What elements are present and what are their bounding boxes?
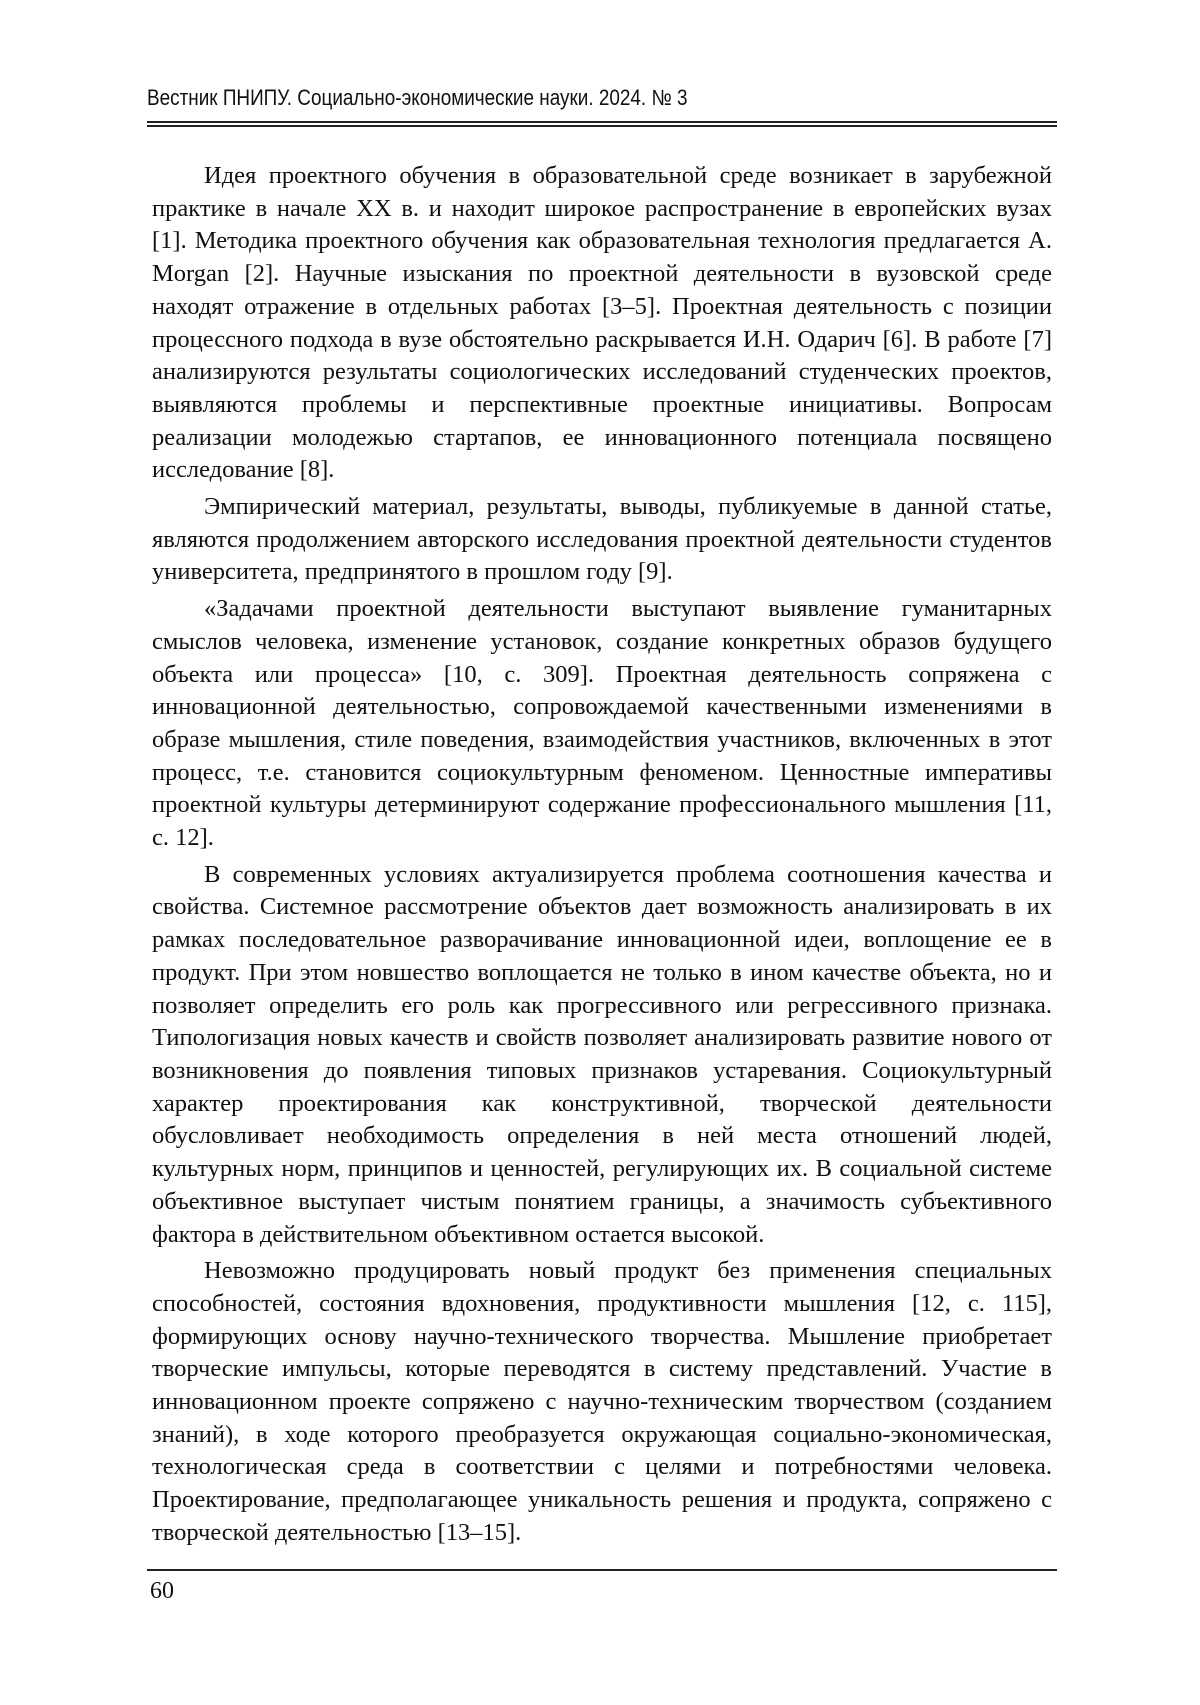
header-rule-top	[147, 121, 1057, 123]
paragraph-3: «Задачами проектной деятельности выступают выявление гуманитарных смыслов человека, изменение установок, создание конкретных образов будущего объекта или процесса» [10, с. 309]. Проектная деятельность сопряжена с инновационной деятельностью, сопровождаемой качественными изменениями в образе мышления, стиле поведения, взаимодействия участников, включенных в этот процесс, т.е. становится социокультурным феноменом. Ценностные императивы проектной культуры детерминируют содержание профессионального мышления [11, с. 12].	[152, 593, 1052, 855]
header-rule-bottom	[147, 125, 1057, 127]
paragraph-1: Идея проектного обучения в образовательной среде возникает в зарубежной практике в начале XX в. и находит широкое распространение в европейских вузах [1]. Методика проектного обучения как образовательная технология предлагается A. Morgan [2]. Научные изыскания по проектной деятельности в вузовской среде находят отражение в отдельных работах [3–5]. Проектная деятельность с позиции процессного подхода в вузе обстоятельно раскрывается И.Н. Одарич [6]. В работе [7] анализируются результаты социологических исследований студенческих проектов, выявляются проблемы и перспективные проектные инициативы. Вопросам реализации молодежью стартапов, ее инновационного потенциала посвящено исследование [8].	[152, 160, 1052, 487]
paragraph-5: Невозможно продуцировать новый продукт без применения специальных способностей, состояния вдохновения, продуктивности мышления [12, с. 115], формирующих основу научно-технического творчества. Мышление приобретает творческие импульсы, которые переводятся в систему представлений. Участие в инновационном проекте сопряжено с научно-техническим творчеством (созданием знаний), в ходе которого преобразуется окружающая социально-экономическая, технологическая среда в соответствии с целями и потребностями человека. Проектирование, предполагающее уникальность решения и продукта, сопряжено с творческой деятельностью [13–15].	[152, 1255, 1052, 1549]
running-header: Вестник ПНИПУ. Социально-экономические науки. 2024. № 3	[147, 85, 930, 111]
page-number: 60	[150, 1578, 174, 1605]
paragraph-2: Эмпирический материал, результаты, выводы, публикуемые в данной статье, являются продолжением авторского исследования проектной деятельности студентов университета, предпринятого в прошлом году [9].	[152, 491, 1052, 589]
article-body	[152, 160, 1052, 1554]
paragraph-4: В современных условиях актуализируется проблема соотношения качества и свойства. Системное рассмотрение объектов дает возможность анализировать в их рамках последовательное разворачивание инновационной идеи, воплощение ее в продукт. При этом новшество воплощается не только в ином качестве объекта, но и позволяет определить его роль как прогрессивного или регрессивного признака. Типологизация новых качеств и свойств позволяет анализировать развитие нового от возникновения до появления типовых признаков устаревания. Социокультурный характер проектирования как конструктивной, творческой деятельности обусловливает необходимость определения в ней места отношений людей, культурных норм, принципов и ценностей, регулирующих их. В социальной системе объективное выступает чистым понятием границы, а значимость субъективного фактора в действительном объективном остается высокой.	[152, 859, 1052, 1251]
footer-rule	[147, 1569, 1057, 1571]
